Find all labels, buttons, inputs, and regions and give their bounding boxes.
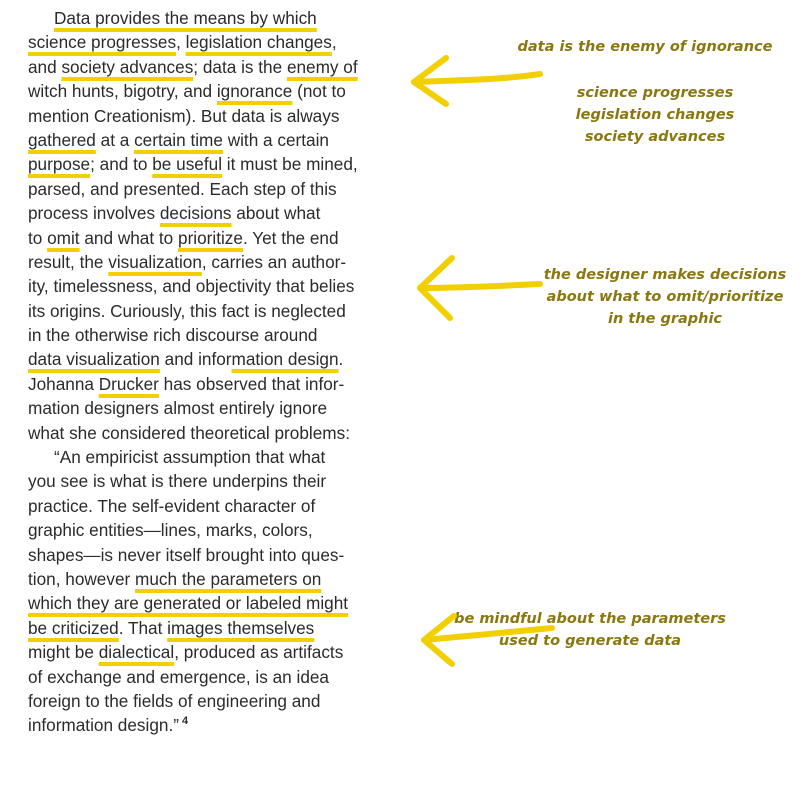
highlighted-phrase: Drucker <box>98 373 159 394</box>
text-run: (not to <box>292 81 346 102</box>
highlighted-phrase: images themselves <box>167 617 315 638</box>
highlighted-phrase: gathered <box>28 129 96 150</box>
text-run: and infor <box>159 349 232 370</box>
highlighted-phrase: be criticized <box>28 617 119 638</box>
text-run: you see is what is there underpins their <box>28 471 327 492</box>
arrow-icon <box>424 628 552 640</box>
text-run: to <box>28 227 48 248</box>
text-run: . <box>338 349 344 370</box>
text-run: “An empiricist assumption that what <box>54 447 326 468</box>
highlighted-phrase: visualization <box>108 251 202 272</box>
annotation-line: legislation changes <box>575 107 735 123</box>
annotation-line: the designer makes decisions <box>543 267 787 283</box>
text-run: ity, timelessness, and objectivity that belies <box>28 276 355 297</box>
text-run: might be <box>28 642 99 663</box>
highlighted-phrase: dialectical <box>98 642 175 663</box>
highlighted-phrase: certain time <box>134 129 223 150</box>
highlighted-phrase: mation design <box>231 349 339 370</box>
annotation-line: society advances <box>584 129 726 145</box>
text-run: process involves <box>28 203 160 224</box>
highlighted-phrase: data visualization <box>28 349 160 370</box>
highlighted-phrase: science progresses <box>28 32 177 53</box>
text-run: parsed, and presented. Each step of this <box>28 178 337 199</box>
annotation-line: be mindful about the parameters <box>454 611 726 627</box>
annotation-line: about what to omit/prioritize <box>546 289 784 305</box>
text-run: , produced as artifacts <box>174 642 344 663</box>
text-run: mation designers almost entirely ignore <box>28 398 328 419</box>
text-run: at a <box>95 129 135 150</box>
text-run: , carries an author- <box>201 251 347 272</box>
highlighted-phrase: society advances <box>61 56 194 77</box>
text-run: its origins. Curiously, this fact is neglected <box>28 300 346 321</box>
highlighted-phrase: prioritize <box>178 227 243 248</box>
text-run: witch hunts, bigotry, and <box>28 81 217 102</box>
text-run: in the otherwise rich discourse around <box>28 325 318 346</box>
highlighted-phrase: which they are generated or labeled might <box>28 593 349 614</box>
text-run: information design.” <box>28 715 179 736</box>
annotation-line: science progresses <box>576 85 734 101</box>
text-run: shapes—is never itself brought into ques- <box>28 544 345 565</box>
text-run: has observed that infor- <box>158 373 345 394</box>
text-run: of exchange and emergence, is an idea <box>28 666 329 687</box>
text-run: it must be mined, <box>222 154 358 175</box>
text-run: tion, however <box>28 568 136 589</box>
text-run: . That <box>118 617 168 638</box>
text-run: , <box>331 32 337 53</box>
highlighted-phrase: be useful <box>152 154 223 175</box>
text-run: and <box>28 56 62 77</box>
text-run: about what <box>231 203 321 224</box>
highlighted-phrase: enemy of <box>286 56 358 77</box>
highlighted-phrase: Data provides the means by which <box>54 8 317 28</box>
annotation-line: data is the enemy of ignorance <box>517 39 773 55</box>
arrow-icon <box>420 284 540 288</box>
text-run: mention Creationism). But data is always <box>28 105 340 126</box>
text-run: foreign to the fields of engineering and <box>28 690 321 711</box>
text-run: graphic entities—lines, marks, colors, <box>28 520 313 541</box>
text-run: with a certain <box>222 129 329 150</box>
text-run: , <box>176 32 186 53</box>
text-run: and what to <box>79 227 179 248</box>
text-run: ; and to <box>90 154 153 175</box>
highlighted-phrase: much the parameters on <box>135 568 322 589</box>
highlighted-phrase: decisions <box>159 203 232 224</box>
text-run: ; data is the <box>193 56 287 77</box>
text-run: what she considered theoretical problems: <box>28 422 350 443</box>
text-run: . Yet the end <box>242 227 339 248</box>
text-run: Johanna <box>28 373 99 394</box>
arrow-icon <box>414 74 540 82</box>
footnote-marker: 4 <box>181 715 189 728</box>
text-run: result, the <box>28 251 109 272</box>
annotation-line: used to generate data <box>498 633 682 649</box>
highlighted-phrase: ignorance <box>216 81 293 102</box>
annotation-line: in the graphic <box>607 311 723 327</box>
text-run: practice. The self-evident character of <box>28 495 316 516</box>
highlighted-phrase: purpose <box>28 154 91 175</box>
highlighted-phrase: legislation changes <box>185 32 332 53</box>
highlighted-phrase: omit <box>47 227 80 248</box>
